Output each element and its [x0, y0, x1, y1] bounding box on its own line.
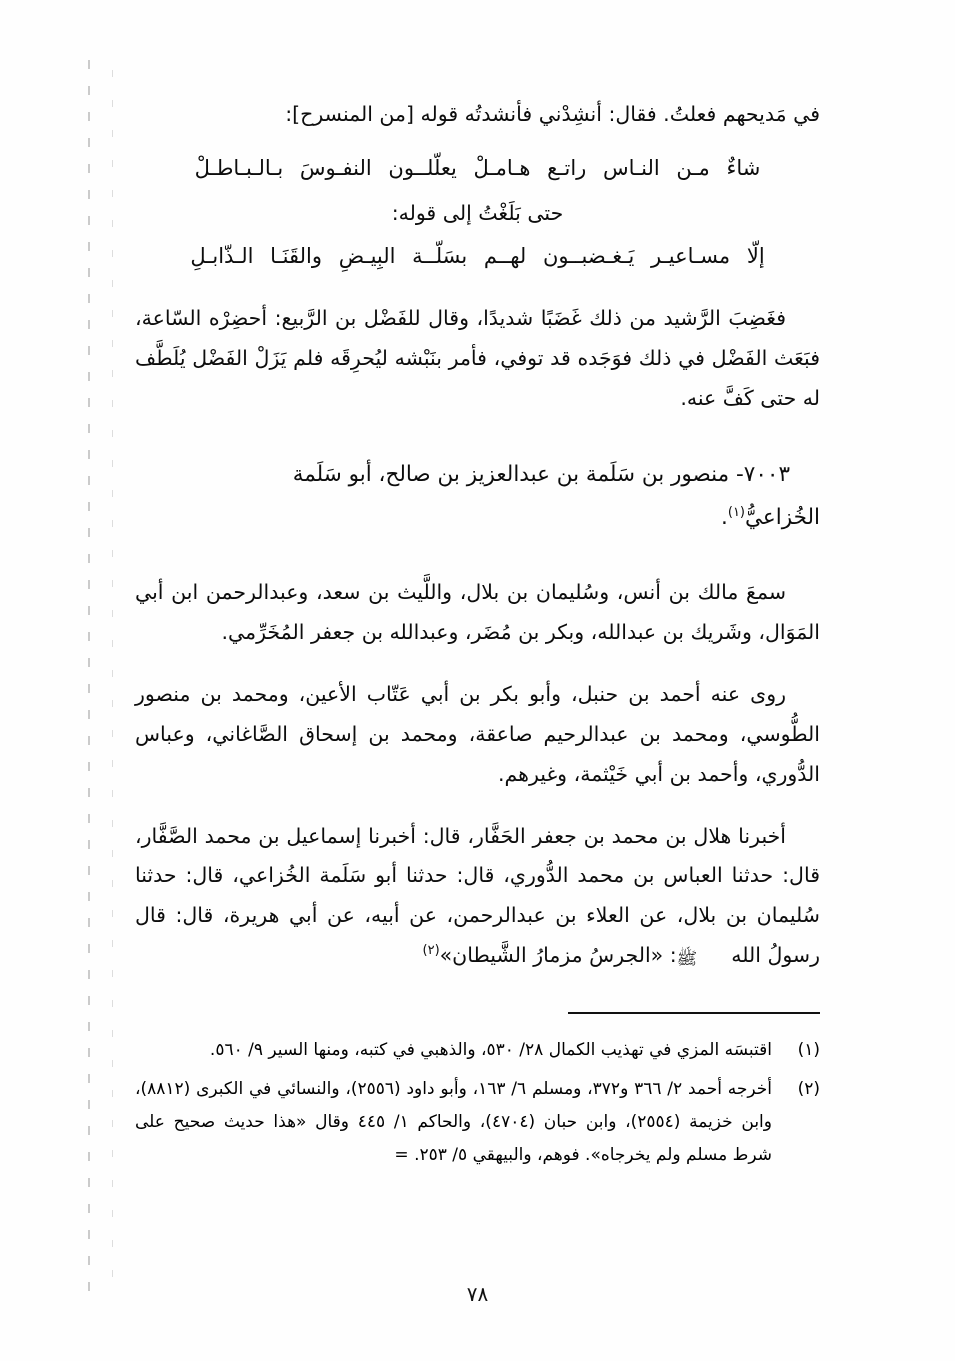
biography-entry-heading: [135, 453, 820, 539]
paragraph-rashid-anger: فغَضِبَ الرَّشيد من ذلك غَضَبًا شديدًا، وقال للفَضْل بن الرَّبيع: أحضِرْه السّاعة، فبَعَث الفَضْل في ذلك فوَجَده قد توفي، فأمر بنَبْشه ليُحرِقَه فلم يَزَلْ الفَضْل يُلَطَّف له حتى كَفَّ عنه.: [135, 305, 820, 410]
entry-title-terminator: .: [721, 504, 728, 530]
footnote-text: أخرجه أحمد ٢/ ٣٦٦ و٣٧٢، ومسلم ٦/ ١٦٣، وأبو داود (٢٥٥٦)، والنسائي في الكبرى (٨٨١٢)، وابن خزيمة (٢٥٥٤)، وابن حبان (٤٧٠٤)، والحاكم ١/ ٤٤٥ وقال «هذا حديث صحيح على شرط مسلم ولم يخرجاه». فوهم، والبيهقي ٥/ ٢٥٣. =: [135, 1079, 772, 1166]
page-content: [135, 95, 820, 976]
entry-title-continuation: الخُزاعيُّ: [745, 504, 820, 530]
footnote-marker: (١): [797, 1040, 820, 1060]
scan-edge-marks: [88, 60, 90, 1300]
entry-number: ٧٠٠٣-: [736, 461, 790, 487]
hadith-text: : «الجرسُ مزمارُ الشَّيطان»: [439, 943, 677, 968]
footnote-ref-2[interactable]: (٢): [422, 943, 440, 959]
footnotes-section: [135, 1034, 820, 1179]
footnote-text: اقتبسَه المزي في تهذيب الكمال ٢٨/ ٥٣٠، والذهبي في كتبه، ومنها السير ٩/ ٥٦٠.: [209, 1040, 772, 1060]
isnad-text: أخبرنا هلال بن محمد بن جعفر الحَفَّار، قال: أخبرنا إسماعيل بن محمد الصَّفَّار، قال: حدثنا العباس بن محمد الدُّوري، قال: حدثنا أبو سَلَمة الخُزاعي، قال: حدثنا سُليمان بن بلال، عن العلاء بن عبدالرحمن، عن أبيه، عن أبي هريرة، قال: قال رسولُ الله: [135, 823, 820, 968]
verse-line-1: شاءٌ مـن النـاس راتـع هـامـلْ يعلّلــون النفـوسَ بـالـبـاطـلْ: [194, 155, 761, 180]
transition-line: حتى بَلَغْتُ إلى قوله:: [391, 200, 564, 225]
sallallahu-alayhi-wasallam-glyph: ﷺ: [676, 949, 698, 970]
paragraph-opening: في مَديحهم فعلتُ. فقال: أنشِدْني فأنشدتُه قوله [من المنسرح]:: [285, 102, 820, 126]
paragraph-students: روى عنه أحمد بن حنبل، وأبو بكر بن أبي عَتّاب الأعين، ومحمد بن منصور الطُّوسي، ومحمد بن عبدالرحيم صاعقة، ومحمد بن إسحاق الصَّاغاني، وعباس الدُّوري، وأحمد بن أبي خَيْثمة، وغيرهم.: [135, 681, 820, 786]
footnote-separator-rule: [568, 1012, 820, 1014]
page-number: ٧٨: [466, 1282, 489, 1306]
footnote-ref-1[interactable]: (١): [727, 504, 745, 520]
paragraph-isnad-hadith: [135, 817, 820, 977]
footnote-marker: (٢): [797, 1079, 820, 1100]
verse-line-2: إلّا مسـاعيـر يَـغـضبــون لهــم بسَلّــة البِيـضِ والقَنَـا الـذّابـلِ: [190, 243, 765, 268]
paragraph-teachers: سمعَ مالك بن أنس، وسُليمان بن بلال، واللَّيث بن سعد، وعبدالرحمن ابن أبي المَوَال، وشَريك بن عبدالله، وبكر بن مُضَر، وعبدالله بن جعفر المُخَرِّمي.: [135, 579, 820, 644]
entry-title: منصور بن سَلَمة بن عبدالعزيز بن صالح، أبو سَلَمة: [292, 461, 730, 487]
footnote-item: [135, 1034, 820, 1067]
footnote-item: [135, 1073, 820, 1172]
scan-edge-marks-secondary: [112, 70, 113, 1285]
